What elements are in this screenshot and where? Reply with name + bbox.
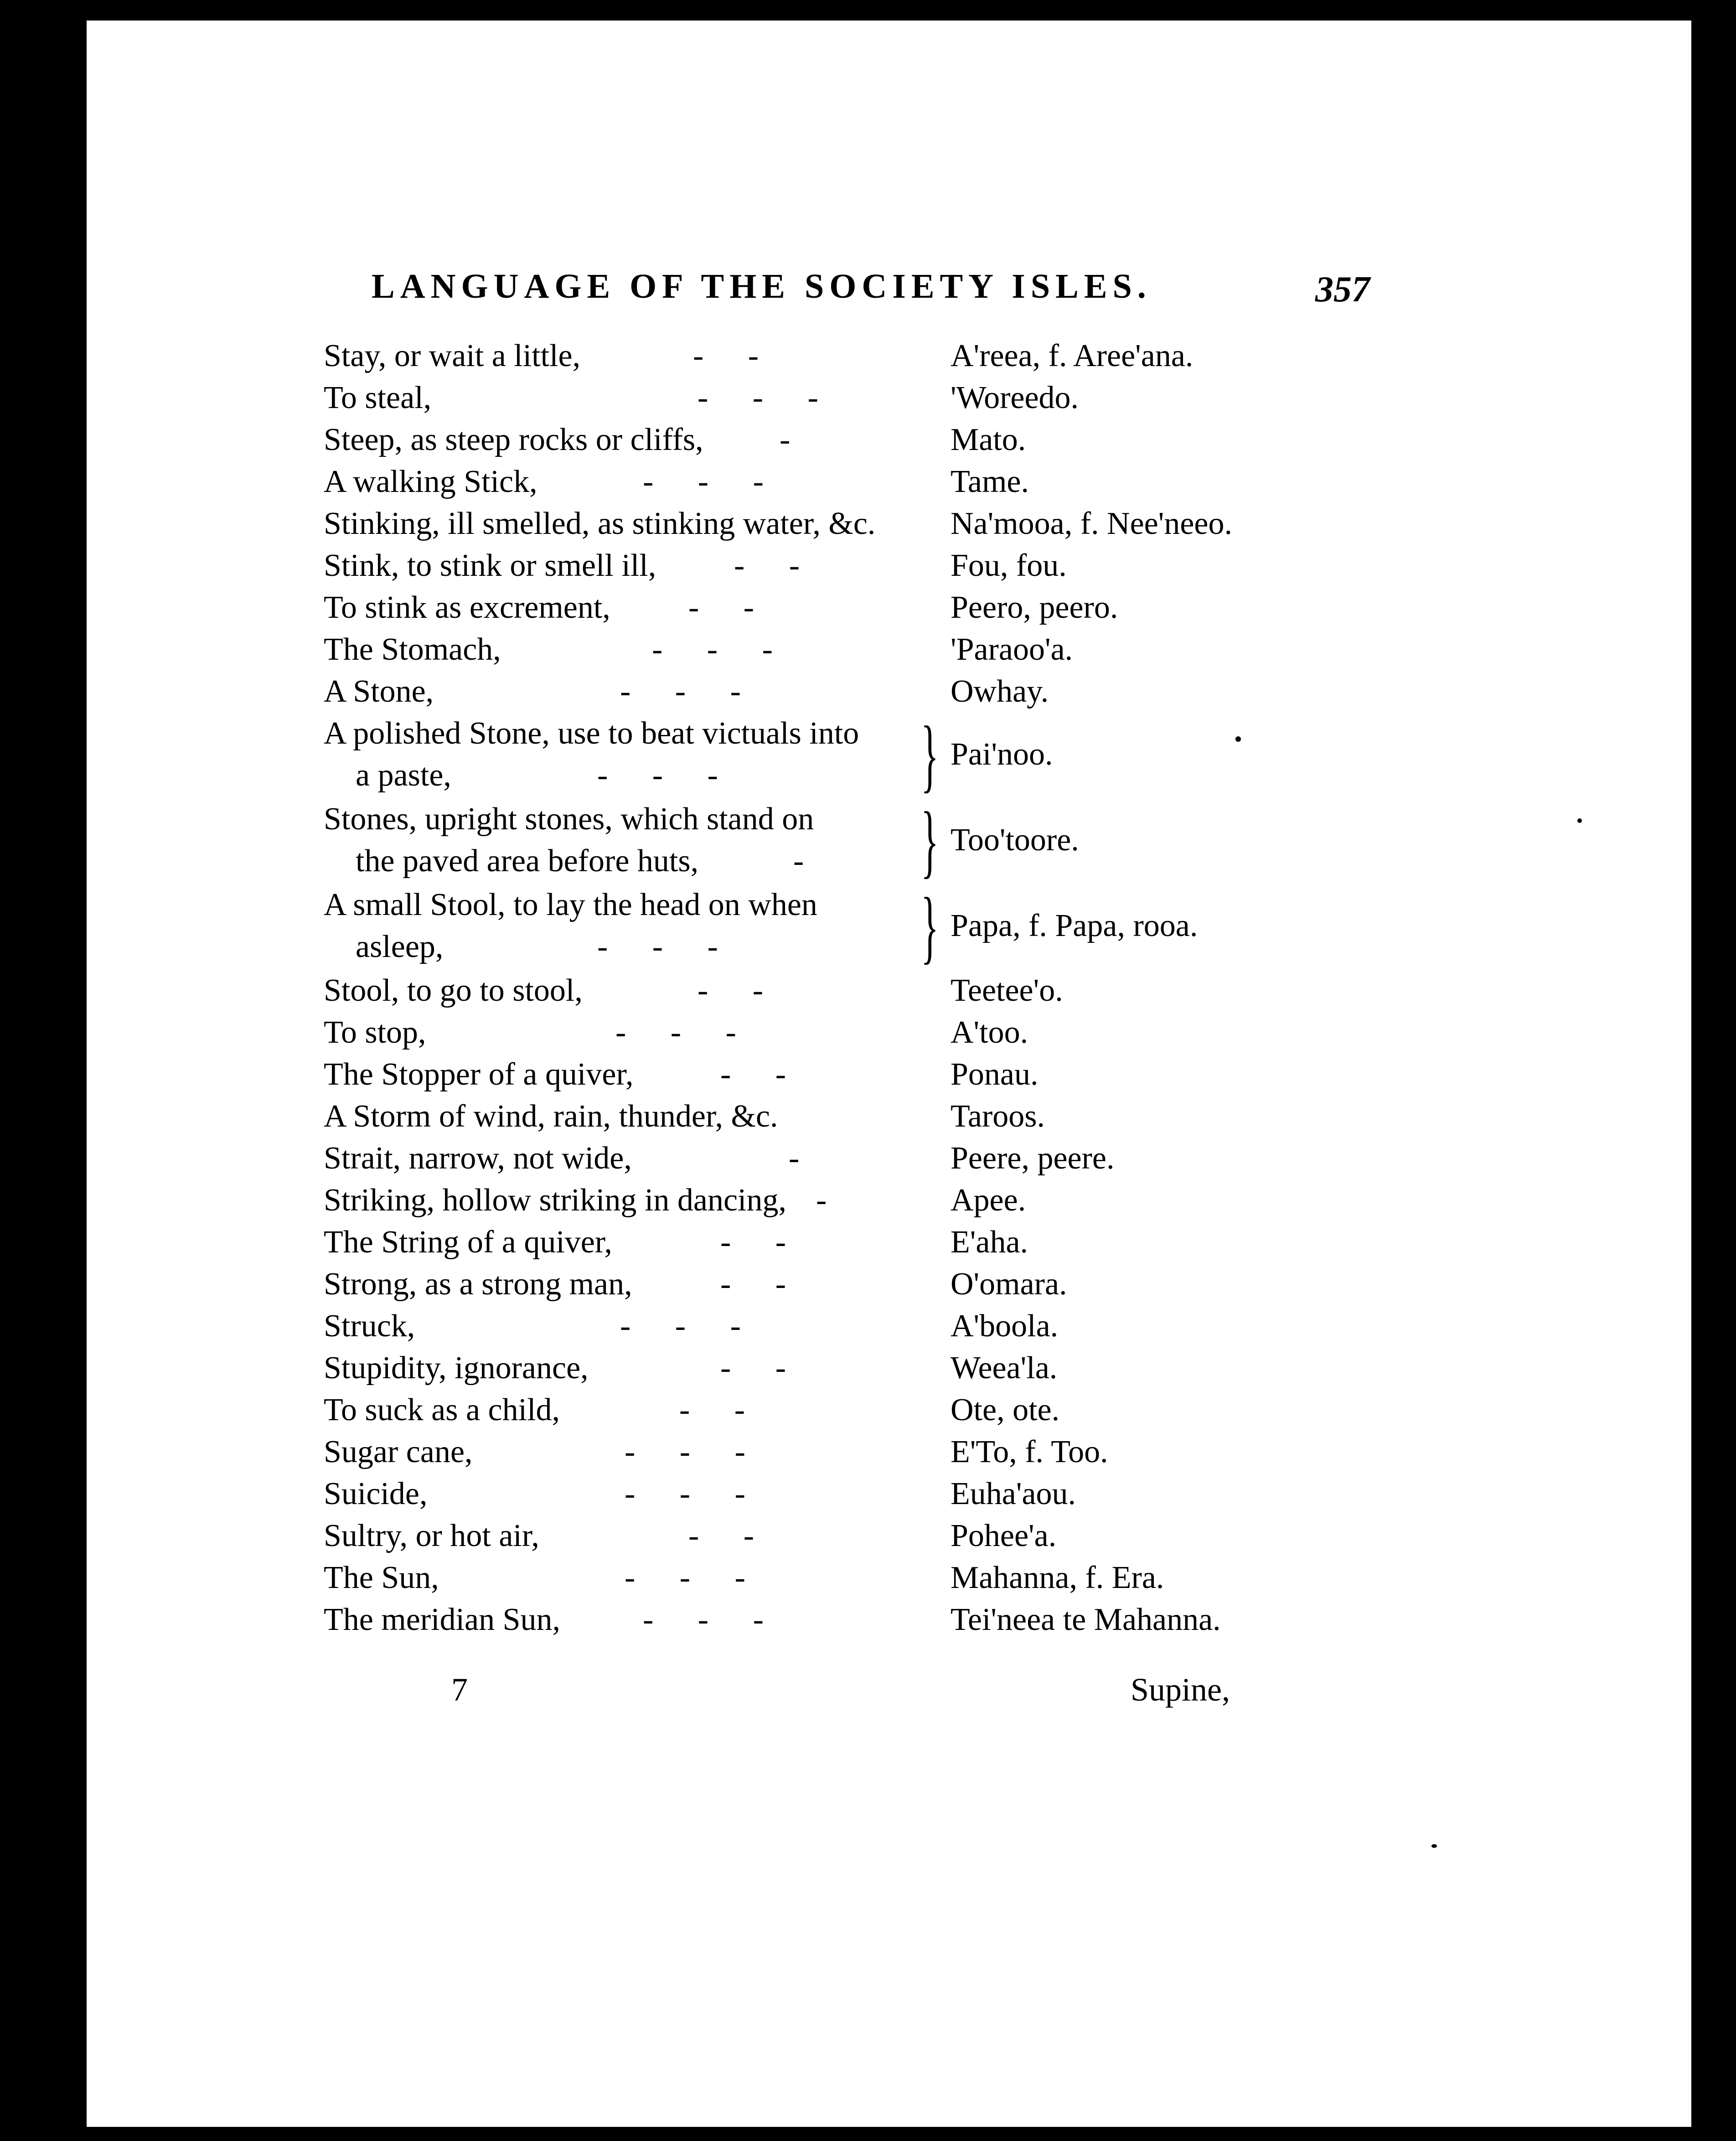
brace-mark: } <box>921 881 939 972</box>
leader-dashes: - - - <box>652 632 791 667</box>
english-term-line: The String of a quiver, <box>324 1225 612 1260</box>
english-term <box>324 419 921 461</box>
tahitian-translation: Peere, peere. <box>951 1141 1115 1176</box>
english-term-line: Sugar cane, <box>324 1434 473 1469</box>
english-term-line: Stool, to go to stool, <box>324 973 583 1008</box>
vocabulary-entry <box>324 1473 1372 1515</box>
vocabulary-entry <box>324 795 1372 886</box>
english-term-line: To stop, <box>324 1015 426 1050</box>
english-term <box>324 970 921 1012</box>
leader-dashes: - - - <box>597 758 736 793</box>
vocabulary-entry <box>324 1138 1372 1179</box>
english-term-line: Sultry, or hot air, <box>324 1518 539 1553</box>
leader-dashes: - - - <box>620 1308 759 1344</box>
running-header: LANGUAGE OF THE SOCIETY ISLES. <box>372 267 1152 305</box>
english-term <box>324 1096 921 1138</box>
tahitian-translation: Mato. <box>951 422 1026 457</box>
english-term <box>324 1473 921 1515</box>
english-term-line: The Sun, <box>324 1560 439 1595</box>
brace-mark: } <box>921 795 939 886</box>
vocabulary-entry <box>324 671 1372 713</box>
tahitian-translation: A'too. <box>951 1015 1028 1050</box>
leader-dashes: - - <box>698 973 782 1008</box>
vocabulary-entry <box>324 881 1372 972</box>
tahitian-translation: E'To, f. Too. <box>951 1434 1108 1469</box>
english-term <box>324 545 921 587</box>
english-term-continuation: a paste, <box>356 758 451 793</box>
english-term <box>324 798 921 882</box>
vocabulary-entry <box>324 970 1372 1012</box>
vocabulary-entry <box>324 1599 1372 1641</box>
english-term-line: A Stone, <box>324 674 434 709</box>
english-term-line: The Stopper of a quiver, <box>324 1057 634 1092</box>
english-term <box>324 1347 921 1389</box>
english-term <box>324 1221 921 1263</box>
tahitian-translation: Na'mooa, f. Nee'neeo. <box>951 506 1233 541</box>
leader-dashes: - - - <box>643 1602 782 1637</box>
tahitian-translation: Pohee'a. <box>951 1518 1057 1553</box>
leader-dashes: - - <box>688 590 773 625</box>
tahitian-translation: 'Paraoo'a. <box>951 632 1073 667</box>
english-term-line: Striking, hollow striking in dancing, <box>324 1183 786 1218</box>
vocabulary-entry <box>324 629 1372 671</box>
tahitian-translation: Tame. <box>951 464 1029 499</box>
tahitian-translation: Ote, ote. <box>951 1392 1060 1427</box>
english-term <box>324 587 921 629</box>
leader-dashes: - - <box>688 1518 773 1553</box>
tahitian-translation: A'reea, f. Aree'ana. <box>951 338 1194 373</box>
english-term-line: The Stomach, <box>324 632 501 667</box>
tahitian-translation: Fou, fou. <box>951 548 1067 583</box>
vocabulary-entry <box>324 1515 1372 1557</box>
leader-dashes: - - - <box>625 1434 764 1469</box>
vocabulary-entry <box>324 461 1372 503</box>
vocabulary-entry <box>324 545 1372 587</box>
english-term <box>324 335 921 377</box>
leader-dashes: - - - <box>625 1476 764 1511</box>
tahitian-translation: Mahanna, f. Era. <box>951 1560 1164 1595</box>
tahitian-translation: Pai'noo. <box>951 737 1053 772</box>
leader-dashes: - - - <box>698 380 837 415</box>
english-term-line: Steep, as steep rocks or cliffs, <box>324 422 703 457</box>
tahitian-translation: Apee. <box>951 1183 1026 1218</box>
vocabulary-entry <box>324 1179 1372 1221</box>
vocabulary-entry <box>324 587 1372 629</box>
tahitian-translation: Taroos. <box>951 1099 1045 1134</box>
tahitian-translation: Euha'aou. <box>951 1476 1076 1511</box>
leader-dashes: - - <box>720 1057 805 1092</box>
page-number: 357 <box>1315 269 1370 310</box>
english-term-line: Stones, upright stones, which stand on <box>324 802 814 837</box>
tahitian-translation: 'Woreedo. <box>951 380 1079 415</box>
tahitian-translation: Teetee'o. <box>951 973 1063 1008</box>
ink-speck <box>1431 1844 1437 1848</box>
english-term <box>324 1138 921 1179</box>
english-term <box>324 1431 921 1473</box>
tahitian-translation: Owhay. <box>951 674 1049 709</box>
vocabulary-entry <box>324 1012 1372 1054</box>
tahitian-translation: E'aha. <box>951 1225 1028 1260</box>
leader-dashes: - - - <box>615 1015 754 1050</box>
leader-dashes: - - <box>734 548 818 583</box>
tahitian-translation: A'boola. <box>951 1308 1059 1344</box>
english-term <box>324 503 921 545</box>
english-term-line: A walking Stick, <box>324 464 537 499</box>
leader-dashes: - - - <box>625 1560 764 1595</box>
leader-dashes: - <box>793 843 822 879</box>
english-term-line: Strong, as a strong man, <box>324 1267 632 1302</box>
ink-speck <box>1235 736 1241 742</box>
vocabulary-entry <box>324 1305 1372 1347</box>
leader-dashes: - - <box>720 1267 805 1302</box>
english-term-line: To suck as a child, <box>324 1392 560 1427</box>
english-term-line: A small Stool, to lay the head on when <box>324 887 817 922</box>
english-term-continuation: asleep, <box>356 929 444 964</box>
english-term <box>324 629 921 671</box>
english-term <box>324 1263 921 1305</box>
vocabulary-entry <box>324 1263 1372 1305</box>
tahitian-translation: Peero, peero. <box>951 590 1118 625</box>
english-term-line: To stink as excrement, <box>324 590 610 625</box>
vocabulary-entry <box>324 335 1372 377</box>
tahitian-translation: O'omara. <box>951 1267 1067 1302</box>
english-term-line: Stupidity, ignorance, <box>324 1350 589 1386</box>
leader-dashes: - - <box>720 1350 805 1386</box>
english-term-line: Stink, to stink or smell ill, <box>324 548 656 583</box>
english-term-line: Suicide, <box>324 1476 428 1511</box>
english-term <box>324 1557 921 1599</box>
english-term-line: A Storm of wind, rain, thunder, &c. <box>324 1099 778 1134</box>
english-term <box>324 1389 921 1431</box>
brace-mark: } <box>921 709 939 800</box>
vocabulary-list <box>324 335 1372 1641</box>
english-term <box>324 461 921 503</box>
tahitian-translation: Too'toore. <box>951 822 1079 858</box>
catchword: Supine, <box>1131 1671 1230 1708</box>
english-term-line: To steal, <box>324 380 432 415</box>
tahitian-translation: Papa, f. Papa, rooa. <box>951 908 1198 943</box>
leader-dashes: - - - <box>597 929 736 964</box>
vocabulary-entry <box>324 1431 1372 1473</box>
vocabulary-entry <box>324 1096 1372 1138</box>
vocabulary-entry <box>324 1347 1372 1389</box>
signature-mark: 7 <box>451 1671 468 1708</box>
book-page <box>87 21 1691 2127</box>
vocabulary-entry <box>324 377 1372 419</box>
vocabulary-entry <box>324 1221 1372 1263</box>
leader-dashes: - - - <box>643 464 782 499</box>
tahitian-translation: Ponau. <box>951 1057 1038 1092</box>
leader-dashes: - - - <box>620 674 759 709</box>
leader-dashes: - <box>789 1141 818 1176</box>
vocabulary-entry <box>324 1389 1372 1431</box>
english-term-line: Struck, <box>324 1308 415 1344</box>
tahitian-translation: Tei'neea te Mahanna. <box>951 1602 1221 1637</box>
english-term-line: A polished Stone, use to beat victuals into <box>324 716 859 751</box>
leader-dashes: - <box>816 1183 845 1218</box>
english-term-line: Stinking, ill smelled, as stinking water, &c. <box>324 506 876 541</box>
english-term-line: The meridian Sun, <box>324 1602 561 1637</box>
english-term <box>324 1054 921 1096</box>
leader-dashes: - - <box>720 1225 805 1260</box>
ink-speck <box>1577 818 1582 823</box>
english-term <box>324 1599 921 1641</box>
tahitian-translation: Weea'la. <box>951 1350 1058 1386</box>
leader-dashes: - - <box>679 1392 764 1427</box>
vocabulary-entry <box>324 503 1372 545</box>
vocabulary-entry <box>324 1054 1372 1096</box>
english-term <box>324 1515 921 1557</box>
english-term-line: Strait, narrow, not wide, <box>324 1141 632 1176</box>
leader-dashes: - - <box>693 338 777 373</box>
vocabulary-entry <box>324 709 1372 800</box>
leader-dashes: - <box>780 422 809 457</box>
vocabulary-entry <box>324 419 1372 461</box>
english-term-continuation: the paved area before huts, <box>356 843 699 879</box>
vocabulary-entry <box>324 1557 1372 1599</box>
english-term-line: Stay, or wait a little, <box>324 338 581 373</box>
